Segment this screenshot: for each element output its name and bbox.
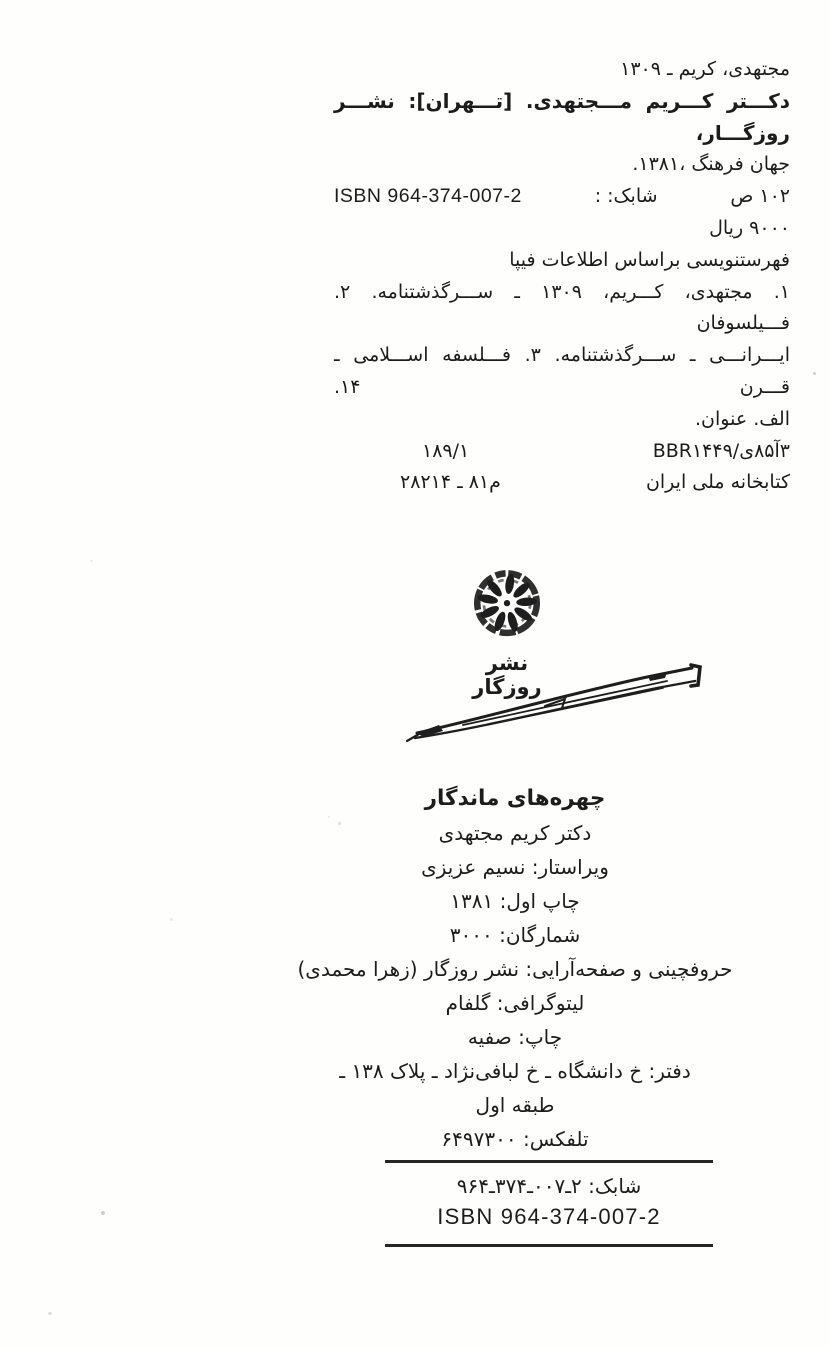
scan-speck (338, 822, 341, 825)
editor-line: ویراستار: نسیم عزیزی (421, 855, 609, 879)
reed-pen-illustration (405, 648, 710, 743)
book-title: چهره‌های ماندگار (424, 786, 606, 811)
scan-speck (48, 1312, 52, 1315)
lithography-line: لیتوگرافی: گلفام (445, 991, 585, 1015)
scan-speck (328, 816, 330, 818)
cip-catalog-block (334, 54, 790, 499)
scan-speck (170, 918, 173, 921)
print-run-line: شمارگان: ۳۰۰۰ (449, 923, 581, 947)
page-count: ۱۰۲ ص (730, 185, 790, 208)
publisher-name: نشر روزگار (472, 651, 542, 699)
telefax-line: تلفکس: ۶۴۹۷۳۰۰ (441, 1127, 589, 1151)
added-entry-note: الف. عنوان. (695, 407, 790, 430)
scan-speck (90, 560, 93, 562)
catalog-publication-line: جهان فرهنگ ،۱۳۸۱. (632, 153, 790, 176)
price-line: ۹۰۰۰ ریال (709, 216, 790, 239)
catalog-title-entry: دکـــتر کـــریم مـــجتهدی. [تـــهران]: نشـــر روزگـــار، (334, 88, 790, 145)
floor-line: طبقه اول (475, 1093, 555, 1117)
printer-line: چاپ: صفیه (467, 1025, 563, 1049)
imprint-block (200, 782, 829, 1156)
catalog-author-heading: مجتهدی، کریم ـ ۱۳۰۹ (620, 58, 790, 80)
dewey-number: ۱۸۹/۱ (422, 439, 470, 462)
rosette-stamp-icon (465, 565, 549, 645)
fipa-note: فهرستنویسی براساس اطلاعات فیپا (509, 248, 790, 271)
subject-line-2: ایـــرانـــی ـ ســـرگذشتنامه. ۳. فـــلسفه اســـلامی ـ قـــرن ۱۴. (334, 344, 790, 398)
call-number-row (334, 436, 790, 468)
scan-speck (760, 170, 763, 172)
catalog-isbn-row (334, 181, 790, 213)
scan-speck (101, 1211, 105, 1215)
scan-speck (813, 372, 816, 375)
isbn-box (385, 1160, 713, 1247)
library-row (334, 467, 790, 499)
isbn-number: ISBN 964-374-007-2 (334, 185, 522, 208)
bibliography-number: م۸۱ ـ ۲۸۲۱۴ (400, 471, 501, 494)
shabak-line: شابک: ۲ـ۰۰۷ـ۳۷۴ـ۹۶۴ (456, 1174, 642, 1198)
isbn-latin-line: ISBN 964-374-007-2 (437, 1204, 661, 1229)
office-address-line: دفتر: خ دانشگاه ـ خ لبافی‌نژاد ـ پلاک ۱۳۸ ـ (339, 1059, 691, 1083)
national-library-name: کتابخانه ملی ایران (645, 471, 790, 494)
typesetting-line: حروفچینی و صفحه‌آرایی: نشر روزگار (زهرا محمدی) (297, 957, 733, 981)
shabak-label: شابک: : (594, 185, 658, 208)
subject-line-1: ۱. مجتهدی، کـــریم، ۱۳۰۹ ـ ســـرگذشتنامه. ۲. فـــیلسوفان (334, 280, 790, 335)
edition-line: چاپ اول: ۱۳۸۱ (450, 889, 580, 913)
call-number: ۳آ۸۵ی/BBR۱۴۴۹ (652, 439, 790, 462)
book-author: دکتر کریم مجتهدی (438, 821, 592, 845)
